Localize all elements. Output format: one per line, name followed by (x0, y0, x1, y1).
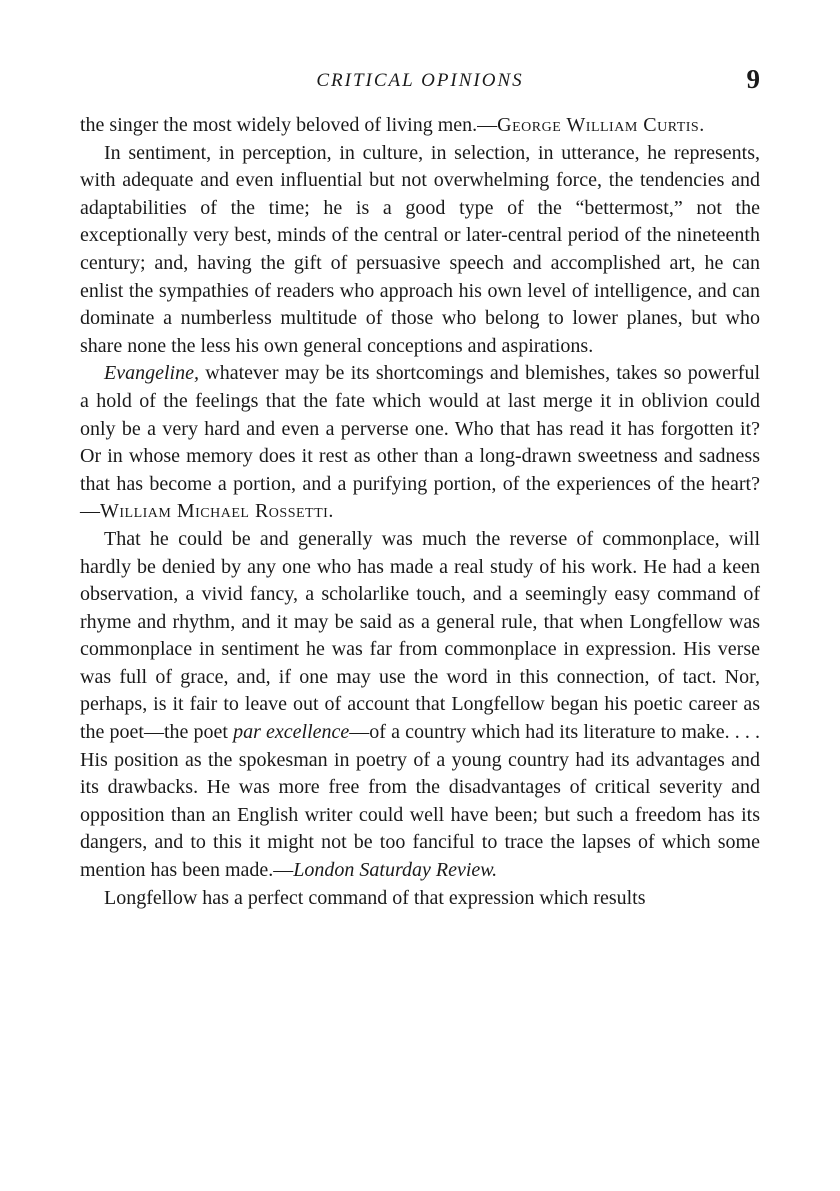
paragraph-commonplace (80, 526, 760, 885)
paragraph-expression (80, 885, 760, 913)
punctuation: . (328, 500, 334, 523)
paragraph-text: the singer the most widely beloved of living men.— (80, 114, 498, 136)
paragraph-text: Longfellow has a perfect command of that expression which results (104, 886, 646, 909)
paragraph-sentiment (80, 140, 760, 361)
italic-phrase: par excellence (233, 721, 350, 744)
book-page (80, 64, 761, 912)
paragraph-evangeline (80, 360, 760, 526)
source-attribution: London Saturday Review. (293, 859, 498, 882)
work-title: Evangeline, (104, 362, 199, 385)
running-header (80, 64, 760, 102)
page-number: 9 (746, 64, 760, 94)
paragraph-curtis-continuation (80, 112, 760, 140)
author-attribution: William Michael Rossetti (100, 500, 329, 523)
body-text (80, 112, 760, 912)
paragraph-text: whatever may be its shortcomings and blemishes, takes so powerful a hold of the feelings that the fate which would at last merge it in oblivion could only be a very hard and even a perverse one. Who that has read it has forgotten it? Or in whose memory does it rest as other than a long-drawn sweetness and sadness that has become a portion, and a purifying portion, of the experiences of the heart?— (80, 362, 760, 523)
paragraph-text: That he could be and generally was much the reverse of commonplace, will hardly be denied by any one who has made a real study of his work. He had a keen observation, a vivid fancy, a scholarlike touch, and a seemingly easy command of rhyme and rhythm, and it may be said as a general rule, that when Longfellow was commonplace in sentiment he was far from commonplace in expression. His verse was full of grace, and, if one may use the word in this connection, of tact. Nor, perhaps, is it fair to leave out of account that Longfellow began his poetic career as the poet—the poet (80, 527, 760, 744)
punctuation: . (699, 114, 705, 136)
author-attribution: George William Curtis (497, 114, 700, 136)
paragraph-text: —of a country which had its literature to make. . . . His position as the spokesman in poetry of a young country had its advantages and its drawbacks. He was more free from the disadvantages of critical severity and opposition than an English writer could well have been; but such a freedom has its dangers, and to this it might not be too fanciful to trace the lapses of which some mention has been made.— (80, 721, 761, 882)
paragraph-text: In sentiment, in perception, in culture, in selection, in utterance, he represents, with adequate and even influential but not overwhelming force, the tendencies and adaptabilities of the time; he is a good type of the “bettermost,” not the exceptionally very best, minds of the central or later-central period of the nineteenth century; and, having the gift of persuasive speech and accomplished art, he can enlist the sympathies of readers who approach his own level of intelligence, and can dominate a numberless multitude of those who belong to lower planes, but who share none the less his own general conceptions and aspirations. (80, 141, 760, 357)
running-title: CRITICAL OPINIONS (316, 70, 524, 91)
